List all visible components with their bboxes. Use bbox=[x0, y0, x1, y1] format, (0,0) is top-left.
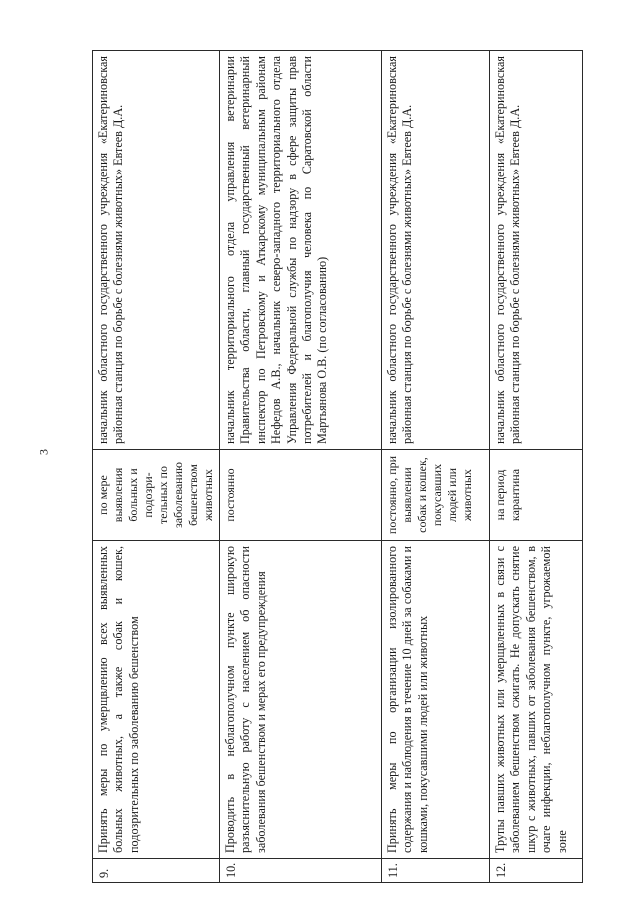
measure-text: Проводить в неблагополучном пункте широкую разъяснительную работу с населением об опасности заболевания бешенством и мерах его предупреждения bbox=[220, 541, 382, 859]
measure-text: Трупы павших животных или умерщвленных в связи с заболеванием бешенством сжигать. Не допускать снятие шкур с животных, павших от заболевания бешенством, в очаге инфекции, неблагополучном пункте, угрожаемой зоне bbox=[490, 541, 583, 859]
term-text: постоянно bbox=[220, 450, 382, 541]
measures-table bbox=[92, 50, 583, 883]
measure-text: Принять меры по умерщвлению всех выявленных больных животных, а также собак и кошек, подозрительных по заболеванию бешенством bbox=[93, 541, 220, 859]
measures-table-rotated bbox=[92, 51, 569, 883]
row-number: 11. bbox=[382, 859, 490, 883]
measure-text: Принять меры по организации изолированного содержания и наблюдения в течение 10 дней за собаками и кошками, покусавшими людей или животных bbox=[382, 541, 490, 859]
row-number: 9. bbox=[93, 859, 220, 883]
responsible-text: начальник областного государственного учреждения «Екатериновская районная станция по борьбе с болезнями животных» Евтеев Д.А. bbox=[382, 51, 490, 450]
responsible-text: начальник областного государственного учреждения «Екатериновская районная станция по борьбе с болезнями животных» Евтеев Д.А. bbox=[490, 51, 583, 450]
table-row bbox=[220, 51, 382, 883]
row-number: 12. bbox=[490, 859, 583, 883]
table-row bbox=[382, 51, 490, 883]
term-text: по мере выявления больных и подозри-тельных по заболеванию бешенством животных bbox=[93, 450, 220, 541]
term-text: постоянно, при выявлении собак и кошек, покусавших людей или животных bbox=[382, 450, 490, 541]
term-text: на период карантина bbox=[490, 450, 583, 541]
table-row bbox=[490, 51, 583, 883]
page-number: 3 bbox=[36, 449, 51, 455]
responsible-text: начальник областного государственного учреждения «Екатериновская районная станция по борьбе с болезнями животных» Евтеев Д.А. bbox=[93, 51, 220, 450]
row-number: 10. bbox=[220, 859, 382, 883]
responsible-text: начальник территориального отдела управления ветеринарии Правительства области, главный государственный ветеринарный инспектор по Петровскому и Аткарскому муниципальным районам Нефедов А.В., начальник северо-западного территориального отдела Управления Федеральной службы по надзору в сфере защиты прав потребителей и благополучия человека по Саратовской области Мартьянова О.В. (по согласованию) bbox=[220, 51, 382, 450]
table-row bbox=[93, 51, 220, 883]
